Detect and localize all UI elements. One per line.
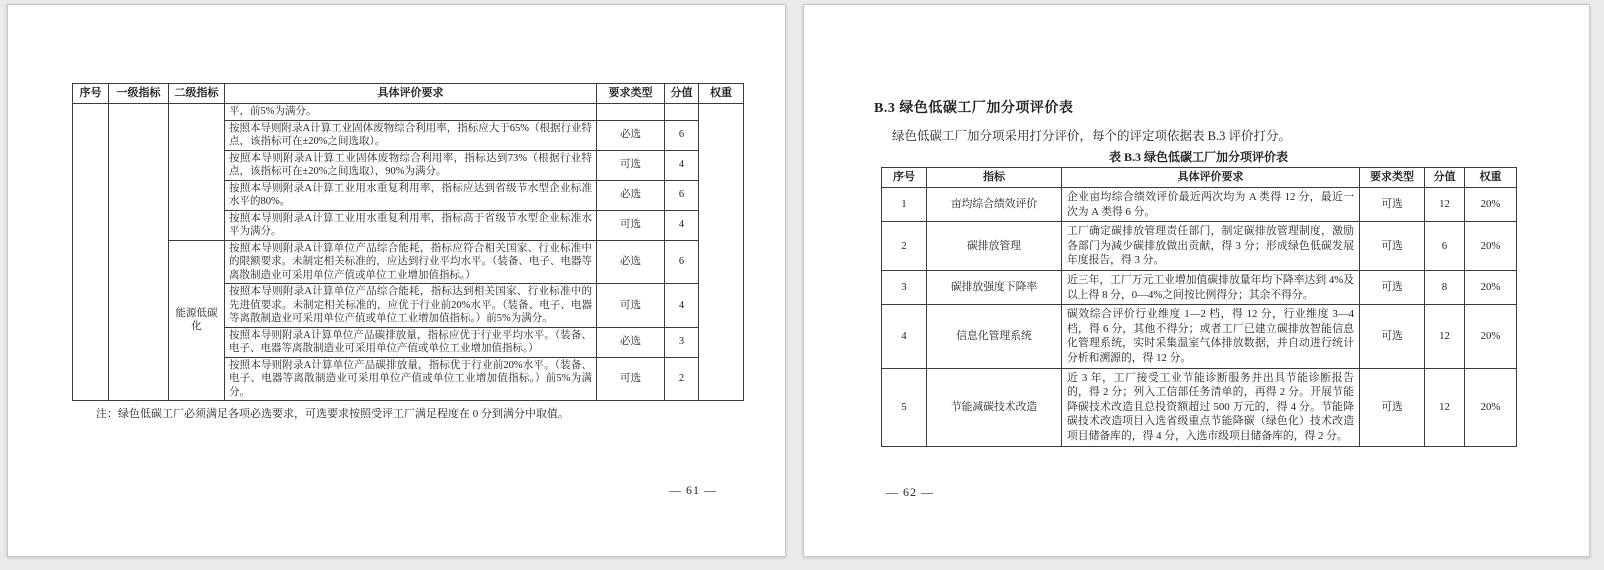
table-header-row: [73, 84, 744, 104]
table-caption-b3: 表 B.3 绿色低碳工厂加分项评价表: [1108, 150, 1288, 164]
indicator-name: 节能减碳技术改造: [927, 368, 1062, 446]
requirement-text: 近 3 年，工厂接受工业节能诊断服务并出具节能诊断报告的，得 2 分；列入工信部任务清单的，再得 2 分。开展节能降碳技术改造且总投资额超过 500 万元的，得 4 分。节能降碳技术改造项目入选省级重点节能降碳（绿色化）技术改造项目储备库的，得 4 分，入选市级项目储备库的，得 2 分。: [1062, 368, 1360, 446]
requirement-type: 可选: [1360, 222, 1425, 271]
page-62: [803, 4, 1590, 557]
score-value: 4: [665, 150, 699, 180]
requirement-text: 按照本导则附录A计算单位产品碳排放量，指标优于行业前20%水平。（装备、电子、电器等离散制造业可采用单位产值或单位工业增加值指标。）前5%为满分。: [225, 357, 597, 401]
column-header: 序号: [882, 168, 927, 188]
requirement-type: 必选: [597, 240, 665, 284]
requirement-text: 近三年，工厂万元工业增加值碳排放量年均下降率达到 4%及以上得 8 分，0—4%之间按比例得分；其余不得分。: [1062, 270, 1360, 304]
weight-value: 20%: [1465, 305, 1517, 368]
requirement-type: 可选: [597, 357, 665, 401]
serial-number: 2: [882, 222, 927, 271]
requirement-text: 碳效综合评价行业维度 1—2 档，得 12 分，行业维度 3—4 档，得 6 分，其他不得分；或者工厂已建立碳排放智能信息化管理系统，实时采集温室气体排放数据，并自动进行统计分析和溯源的，得 12 分。: [1062, 305, 1360, 368]
serial-number: 4: [882, 305, 927, 368]
table-row: [73, 104, 744, 121]
requirement-type: [597, 104, 665, 121]
table-row: [882, 188, 1517, 222]
column-header: 分值: [665, 84, 699, 104]
column-header: 具体评价要求: [225, 84, 597, 104]
column-header: 二级指标: [169, 84, 225, 104]
indicator-name: 碳排放管理: [927, 222, 1062, 271]
weight-value: 20%: [1465, 368, 1517, 446]
score-value: 4: [665, 284, 699, 328]
bonus-item-evaluation-table: [881, 167, 1517, 447]
column-header: 序号: [73, 84, 109, 104]
column-header: 要求类型: [597, 84, 665, 104]
table-header-row: [882, 168, 1517, 188]
requirement-text: 按照本导则附录A计算工业固体废物综合利用率，指标应大于65%（根据行业特点，该指标可在±20%之间选取）。: [225, 120, 597, 150]
secondary-indicator-cell: 能源低碳化: [169, 240, 225, 401]
requirement-type: 可选: [1360, 368, 1425, 446]
score-value: 12: [1425, 305, 1465, 368]
table-row: [882, 222, 1517, 271]
column-header: 具体评价要求: [1062, 168, 1360, 188]
requirement-type: 必选: [597, 120, 665, 150]
column-header: 权重: [699, 84, 744, 104]
column-header: 权重: [1465, 168, 1517, 188]
requirement-type: 必选: [597, 180, 665, 210]
table-note: 注：绿色低碳工厂必须满足各项必选要求，可选要求按照受评工厂满足程度在 0 分到满分中取值。: [96, 408, 569, 420]
requirement-text: 按照本导则附录A计算单位产品碳排放量，指标应优于行业平均水平。（装备、电子、电器等离散制造业可采用单位产值或单位工业增加值指标。）: [225, 327, 597, 357]
requirement-type: 可选: [597, 210, 665, 240]
table-row: [882, 305, 1517, 368]
requirement-text: 按照本导则附录A计算工业用水重复利用率，指标应达到省级节水型企业标准水平的80%。: [225, 180, 597, 210]
requirement-text: 工厂确定碳排放管理责任部门，制定碳排放管理制度，激励各部门为减少碳排放做出贡献，得 3 分；形成绿色低碳发展年度报告，得 3 分。: [1062, 222, 1360, 271]
requirement-text: 按照本导则附录A计算单位产品综合能耗，指标达到相关国家、行业标准中的先进值要求。未制定相关标准的，应优于行业前20%水平。（装备、电子、电器等离散制造业可采用单位产值或单位工业增加值指标。）前5%为满分。: [225, 284, 597, 328]
requirement-type: 可选: [1360, 188, 1425, 222]
serial-number: 3: [882, 270, 927, 304]
indicator-name: 信息化管理系统: [927, 305, 1062, 368]
score-value: 6: [665, 240, 699, 284]
section-heading-b3: B.3 绿色低碳工厂加分项评价表: [874, 101, 1074, 116]
column-header: 指标: [927, 168, 1062, 188]
score-value: 2: [665, 357, 699, 401]
weight-value: 20%: [1465, 222, 1517, 271]
table-row: [882, 270, 1517, 304]
requirement-text: 企业亩均综合绩效评价最近两次均为 A 类得 12 分，最近一次为 A 类得 6 分。: [1062, 188, 1360, 222]
page-number-61: — 61 —: [669, 483, 717, 497]
column-header: 分值: [1425, 168, 1465, 188]
page-61: [7, 4, 786, 557]
requirement-text: 按照本导则附录A计算工业固体废物综合利用率，指标达到73%（根据行业特点，该指标可在±20%之间选取），90%为满分。: [225, 150, 597, 180]
column-header: 要求类型: [1360, 168, 1425, 188]
requirement-type: 必选: [597, 327, 665, 357]
requirement-type: 可选: [597, 150, 665, 180]
serial-number: 1: [882, 188, 927, 222]
primary-indicator-cell-empty: [109, 104, 169, 401]
weight-cell-empty: [699, 104, 744, 401]
serial-cell-empty: [73, 104, 109, 401]
score-value: 6: [665, 120, 699, 150]
intro-paragraph: 绿色低碳工厂加分项采用打分评价，每个的评定项依据表 B.3 评价打分。: [892, 129, 1291, 143]
secondary-indicator-cell-empty: [169, 104, 225, 241]
score-value: 8: [1425, 270, 1465, 304]
score-value: 6: [1425, 222, 1465, 271]
weight-value: 20%: [1465, 270, 1517, 304]
serial-number: 5: [882, 368, 927, 446]
indicator-name: 亩均综合绩效评价: [927, 188, 1062, 222]
requirement-text: 按照本导则附录A计算单位产品综合能耗，指标应符合相关国家、行业标准中的限额要求。未制定相关标准的，应达到行业平均水平。（装备、电子、电器等离散制造业可采用单位产值或单位工业增加值指标。）: [225, 240, 597, 284]
score-value: 12: [1425, 188, 1465, 222]
table-row: [73, 240, 744, 284]
score-value: 3: [665, 327, 699, 357]
page-number-62: — 62 —: [886, 485, 934, 499]
requirement-type: 可选: [1360, 270, 1425, 304]
weight-value: 20%: [1465, 188, 1517, 222]
requirement-text: 平，前5%为满分。: [225, 104, 597, 121]
column-header: 一级指标: [109, 84, 169, 104]
score-value: 12: [1425, 368, 1465, 446]
requirement-type: 可选: [597, 284, 665, 328]
requirement-text: 按照本导则附录A计算工业用水重复利用率，指标高于省级节水型企业标准水平为满分。: [225, 210, 597, 240]
evaluation-table-continued: [72, 83, 744, 401]
table-row: [882, 368, 1517, 446]
score-value: [665, 104, 699, 121]
requirement-type: 可选: [1360, 305, 1425, 368]
score-value: 4: [665, 210, 699, 240]
indicator-name: 碳排放强度下降率: [927, 270, 1062, 304]
score-value: 6: [665, 180, 699, 210]
